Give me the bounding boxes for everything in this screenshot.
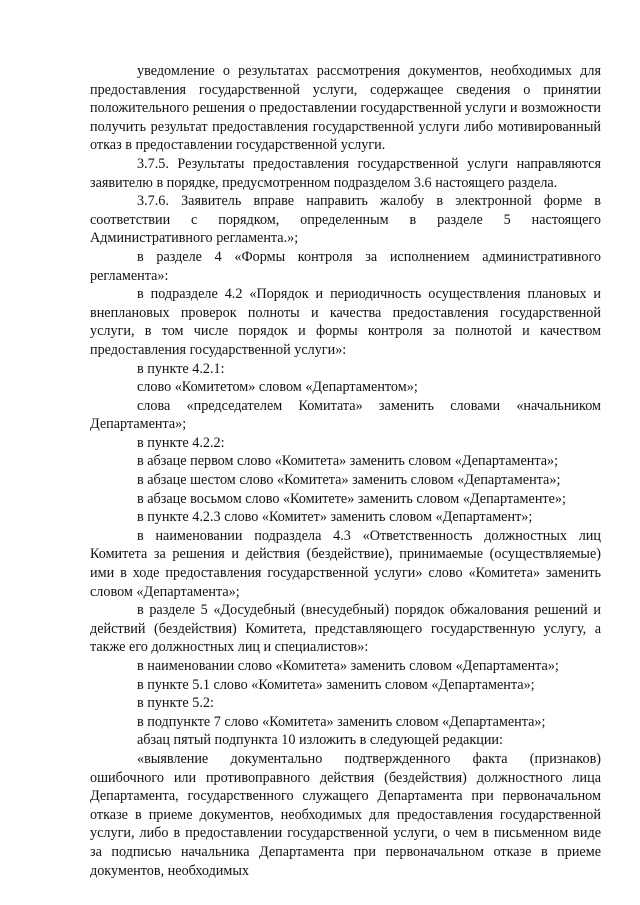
- paragraph-3-7-5: 3.7.5. Результаты предоставления государственной услуги направляются заявителю в порядке, предусмотренном подразделом 3.6 настоящего раздела.: [90, 155, 601, 191]
- paragraph-3-7-6: 3.7.6. Заявитель вправе направить жалобу в электронной форме в соответствии с порядком, определенным в разделе 5 настоящего Административного регламента.»;: [90, 193, 601, 247]
- paragraph-quoted-new-wording: «выявление документально подтвержденного факта (признаков) ошибочного или противоправного действия (бездействия) должностного лица Департамента, государственного служащего Департамента при первоначальном отказе в приеме документов, необходимых для предоставления государственной услуги, либо в предоставлении государственной услуги, о чем в письменном виде за подписью начальника Департамента при первоначальном отказе в приеме документов, необходимых: [90, 750, 601, 879]
- paragraph-section-5: в разделе 5 «Досудебный (внесудебный) порядок обжалования решений и действий (бездействия) Комитета, представляющего государственную услугу, а также его должностных лиц и специалистов»:: [90, 602, 601, 656]
- paragraph-naming: в наименовании слово «Комитета» заменить словом «Департамента»;: [137, 658, 559, 674]
- paragraph-words-chairman: слова «председателем Комитата» заменить словами «начальником Департамента»;: [90, 397, 601, 433]
- paragraph-subsection-4-2: в подразделе 4.2 «Порядок и периодичность осуществления плановых и внеплановых проверок полноты и качества предоставления государственной услуги, в том числе порядок и формы контроля за полнотой и качеством предоставления государственной услуги»:: [90, 286, 601, 358]
- paragraph-subsection-4-3: в наименовании подраздела 4.3 «Ответственность должностных лиц Комитета за решения и действия (бездействие), принимаемые (осуществляемые) ими в ходе предоставления государственной услуги» слово «Комитета» заменить словом «Департамента»;: [90, 527, 601, 600]
- paragraph-subitem-7: в подпункте 7 слово «Комитета» заменить словом «Департамента»;: [137, 713, 546, 730]
- paragraph-item-5-2: в пункте 5.2:: [137, 695, 214, 712]
- paragraph-notification: уведомление о результатах рассмотрения документов, необходимых для предоставления государственной услуги, содержащее сведения о принятии положительного решения о предоставлении государственной услуги и возможности получить результат предоставления государственной услуги либо мотивированный отказ в предоставлении государственной услуги.: [90, 63, 601, 154]
- paragraph-item-4-2-1: в пункте 4.2.1:: [137, 360, 225, 377]
- paragraph-eighth-abzac: в абзаце восьмом слово «Комитете» заменить словом «Департаменте»;: [137, 490, 566, 507]
- paragraph-item-4-2-3: в пункте 4.2.3 слово «Комитет» заменить словом «Департамент»;: [137, 509, 533, 526]
- paragraph-section-4: в разделе 4 «Формы контроля за исполнением административного регламента»:: [90, 248, 601, 284]
- paragraph-fifth-abzac-subitem-10: абзац пятый подпункта 10 изложить в следующей редакции:: [137, 732, 503, 749]
- paragraph-item-5-1: в пункте 5.1 слово «Комитета» заменить словом «Департамента»;: [137, 676, 535, 693]
- paragraph-sixth-abzac: в абзаце шестом слово «Комитета» заменить словом «Департамента»;: [137, 472, 561, 489]
- paragraph-word-komitetom: слово «Комитетом» словом «Департаментом»;: [137, 379, 418, 396]
- document-page: [90, 62, 601, 880]
- paragraph-item-4-2-2: в пункте 4.2.2:: [137, 434, 225, 451]
- paragraph-first-abzac: в абзаце первом слово «Комитета» заменить словом «Департамента»;: [137, 453, 559, 470]
